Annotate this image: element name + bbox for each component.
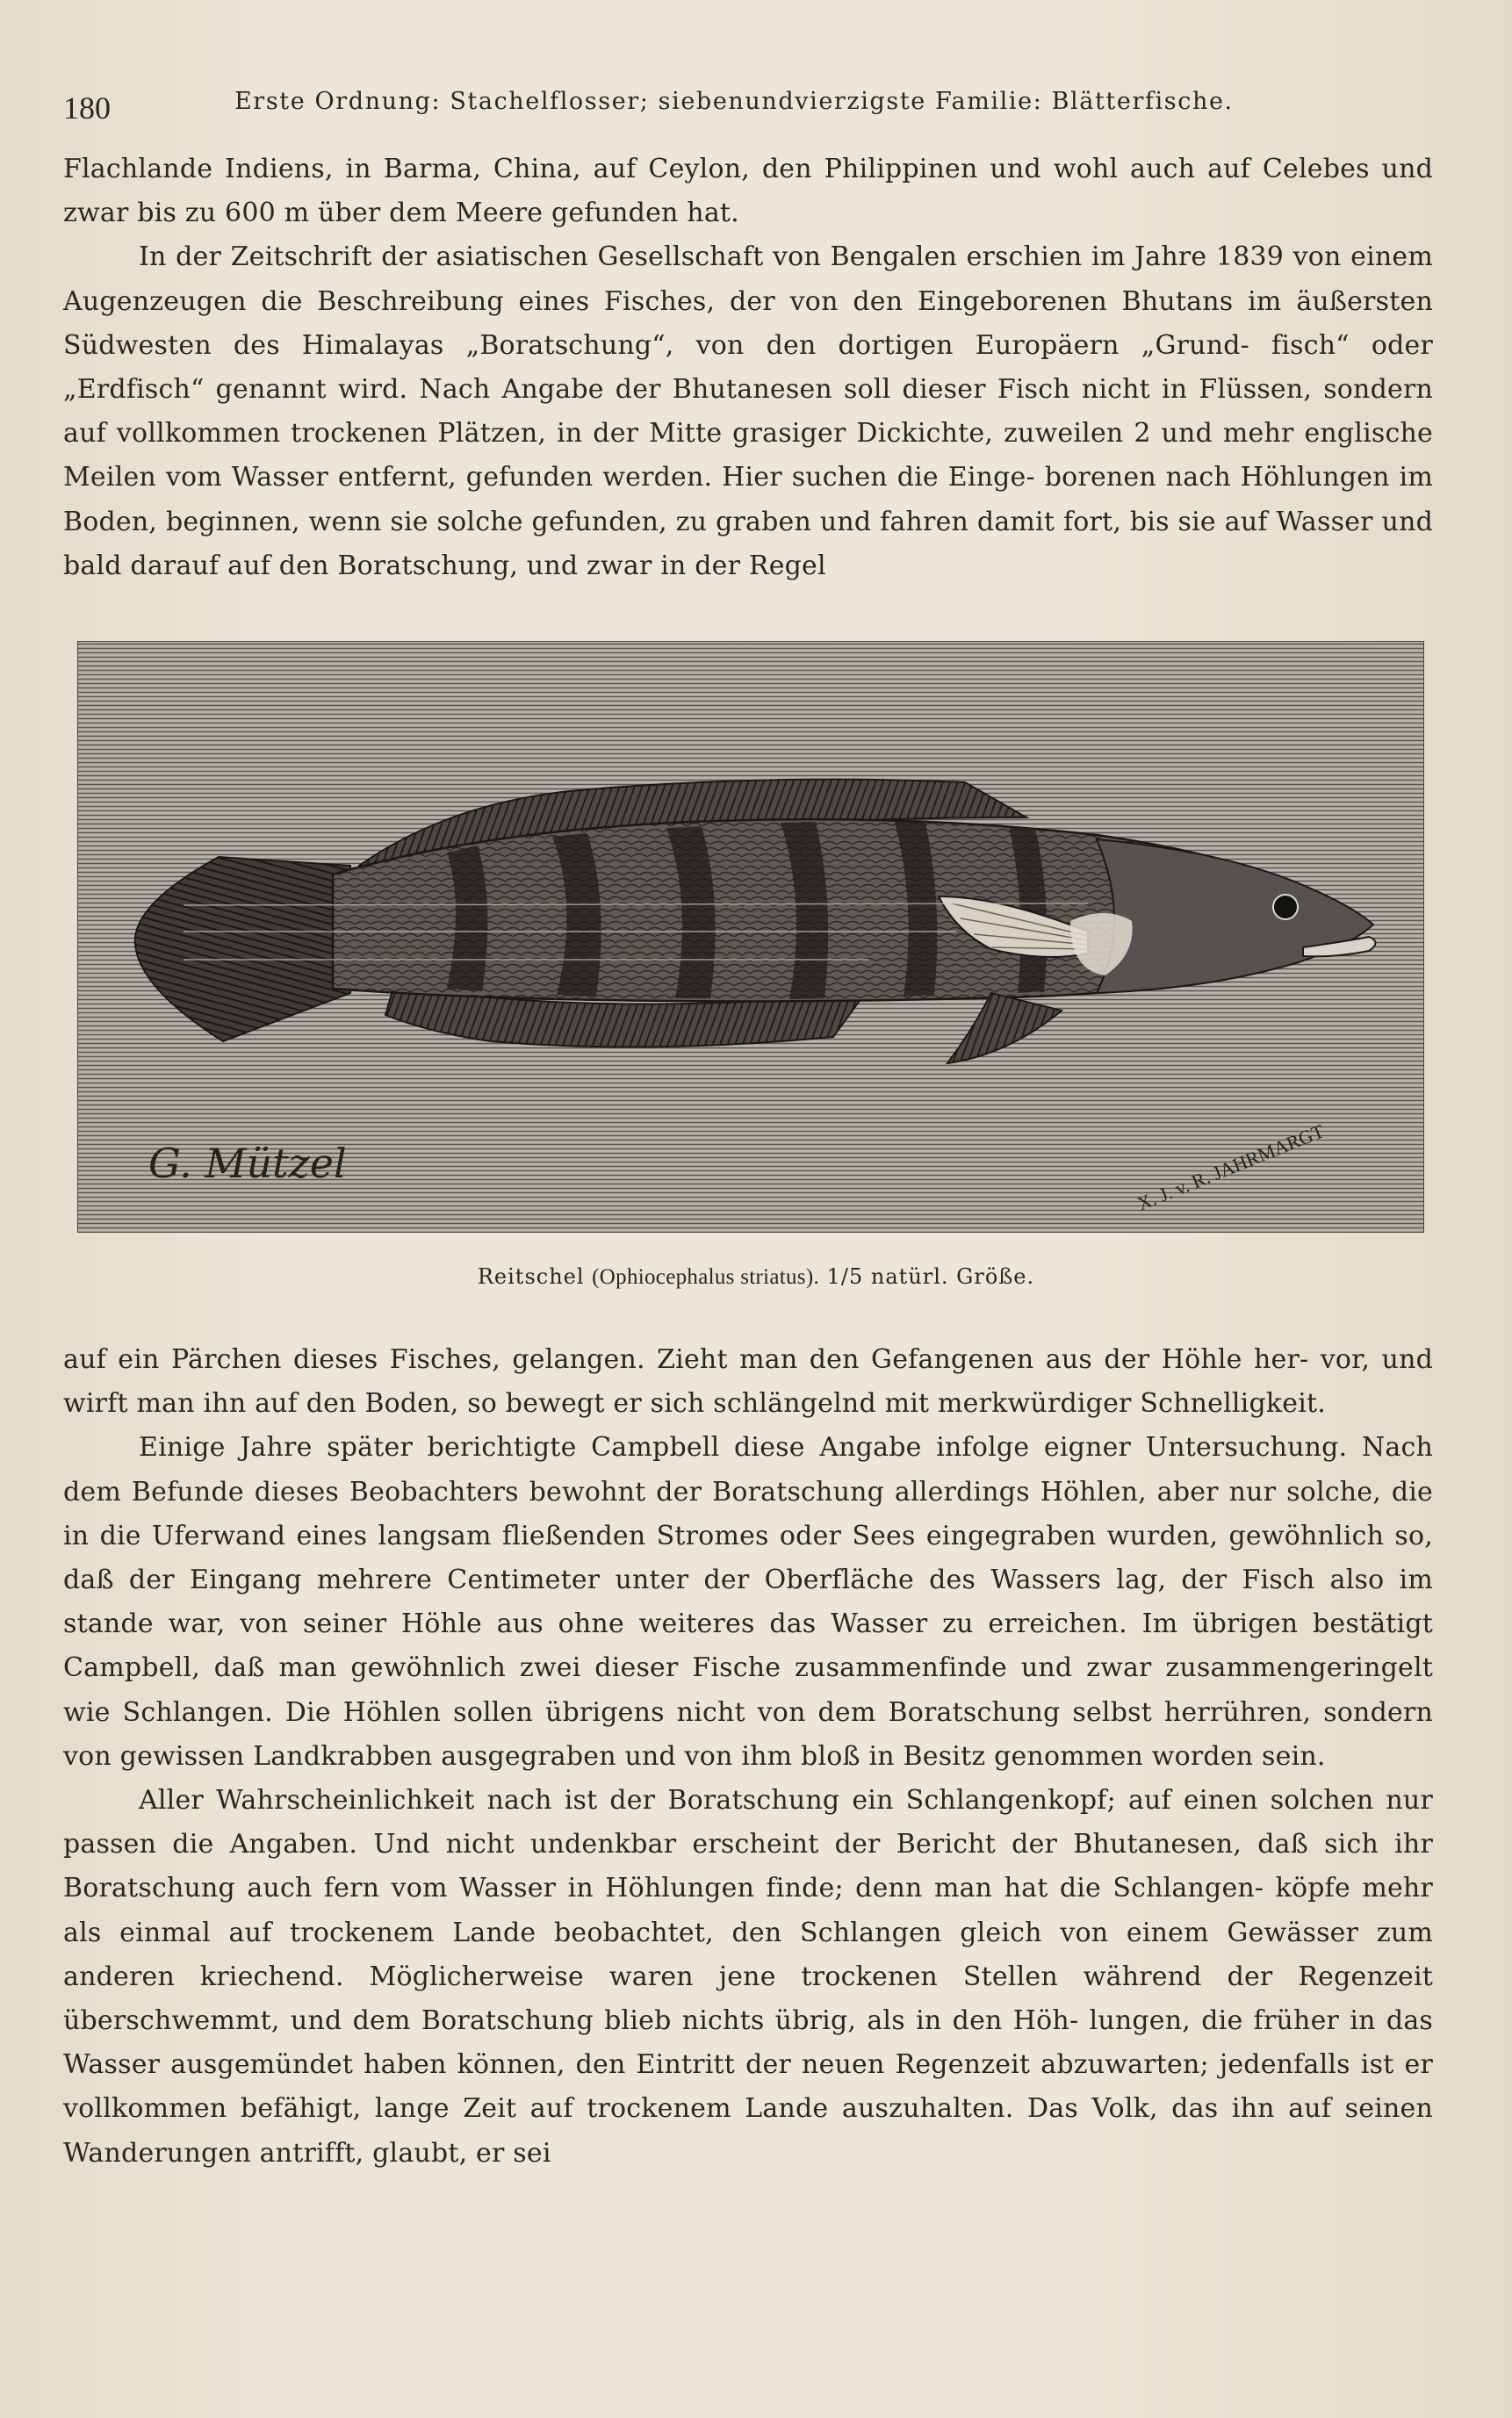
caption-scientific: (Ophiocephalus striatus). xyxy=(592,1265,820,1289)
caption-name: Reitschel xyxy=(477,1264,585,1289)
page-number: 180 xyxy=(63,90,111,126)
signature-right: X. J. v. R. JAHRMARGT xyxy=(1134,1119,1328,1215)
paragraph: Einige Jahre später berichtigte Campbell diese Angabe infolge eigner Untersuchung. Nach dem Befunde dieses Beobachters bewohnt der Boratschung allerdings Höhlen, aber nur solche, die in die Uferwand eines langsam fließenden Stromes oder Sees eingegraben wurden, gewöhnlich so, daß der Eingang mehrere Centimeter unter der Oberfläche des Wassers lag, der Fisch also im stande war, von seiner Höhle aus ohne weiteres das Wasser zu erreichen. Im übrigen bestätigt Campbell, daß man gewöhnlich zwei dieser Fische zusammenfinde und zwar zusammengeringelt wie Schlangen. Die Höhlen sollen übrigens nicht von dem Boratschung selbst herrühren, sondern von gewissen Landkrabben ausgegraben und von ihm bloß in Besitz genommen worden sein. xyxy=(63,1432,1433,1772)
caption-scale: 1/5 natürl. Größe. xyxy=(826,1264,1035,1289)
running-head: Erste Ordnung: Stachelflosser; siebenundvierzigste Familie: Blätterfische. xyxy=(234,88,1234,115)
text-block-bottom xyxy=(63,1338,1433,2176)
paragraph: Flachlande Indiens, in Barma, China, auf Ceylon, den Philippinen und wohl auch auf Celebes und zwar bis zu 600 m über dem Meere gefunden hat. xyxy=(63,154,1433,229)
text-block-top xyxy=(63,148,1433,588)
paragraph: In der Zeitschrift der asiatischen Gesellschaft von Bengalen erschien im Jahre 1839 von einem Augenzeugen die Beschreibung eines Fisches, der von den Eingeborenen Bhutans im äußersten Südwesten des Himalayas „Boratschung“, von den dortigen Europäern „Grund- fisch“ oder „Erdfisch“ genannt wird. Nach Angabe der Bhutanesen soll dieser Fisch nicht in Flüssen, sondern auf vollkommen trockenen Plätzen, in der Mitte grasiger Dickichte, zuweilen 2 und mehr englische Meilen vom Wasser entfernt, gefunden werden. Hier suchen die Einge- borenen nach Höhlungen im Boden, beginnen, wenn sie solche gefunden, zu graben und fahren damit fort, bis sie auf Wasser und bald darauf auf den Boratschung, und zwar in der Regel xyxy=(63,241,1433,581)
fish-illustration xyxy=(77,641,1424,1233)
fish-eye xyxy=(1273,895,1298,919)
signature-left: G. Mützel xyxy=(148,1140,347,1187)
paragraph: Aller Wahrscheinlichkeit nach ist der Boratschung ein Schlangenkopf; auf einen solchen nur passen die Angaben. Und nicht undenkbar erscheint der Bericht der Bhutanesen, daß sich ihr Boratschung auch fern vom Wasser in Höhlungen finde; denn man hat die Schlangen- köpfe mehr als einmal auf trockenem Lande beobachtet, den Schlangen gleich von einem Gewässer zum anderen kriechend. Möglicherweise waren jene trockenen Stellen während der Regenzeit überschwemmt, und dem Boratschung blieb nichts übrig, als in den Höh- lungen, die früher in das Wasser ausgemündet haben können, den Eintritt der neuen Regenzeit abzuwarten; jedenfalls ist er vollkommen befähigt, lange Zeit auf trockenem Lande auszuhalten. Das Volk, das ihn auf seinen Wanderungen antrifft, glaubt, er sei xyxy=(63,1785,1433,2169)
page-header xyxy=(63,83,1433,126)
figure-caption xyxy=(0,1264,1512,1290)
paragraph: auf ein Pärchen dieses Fisches, gelangen. Zieht man den Gefangenen aus der Höhle her- vor, und wirft man ihn auf den Boden, so bewegt er sich schlängelnd mit merkwürdiger Schnelligkeit. xyxy=(63,1344,1433,1420)
